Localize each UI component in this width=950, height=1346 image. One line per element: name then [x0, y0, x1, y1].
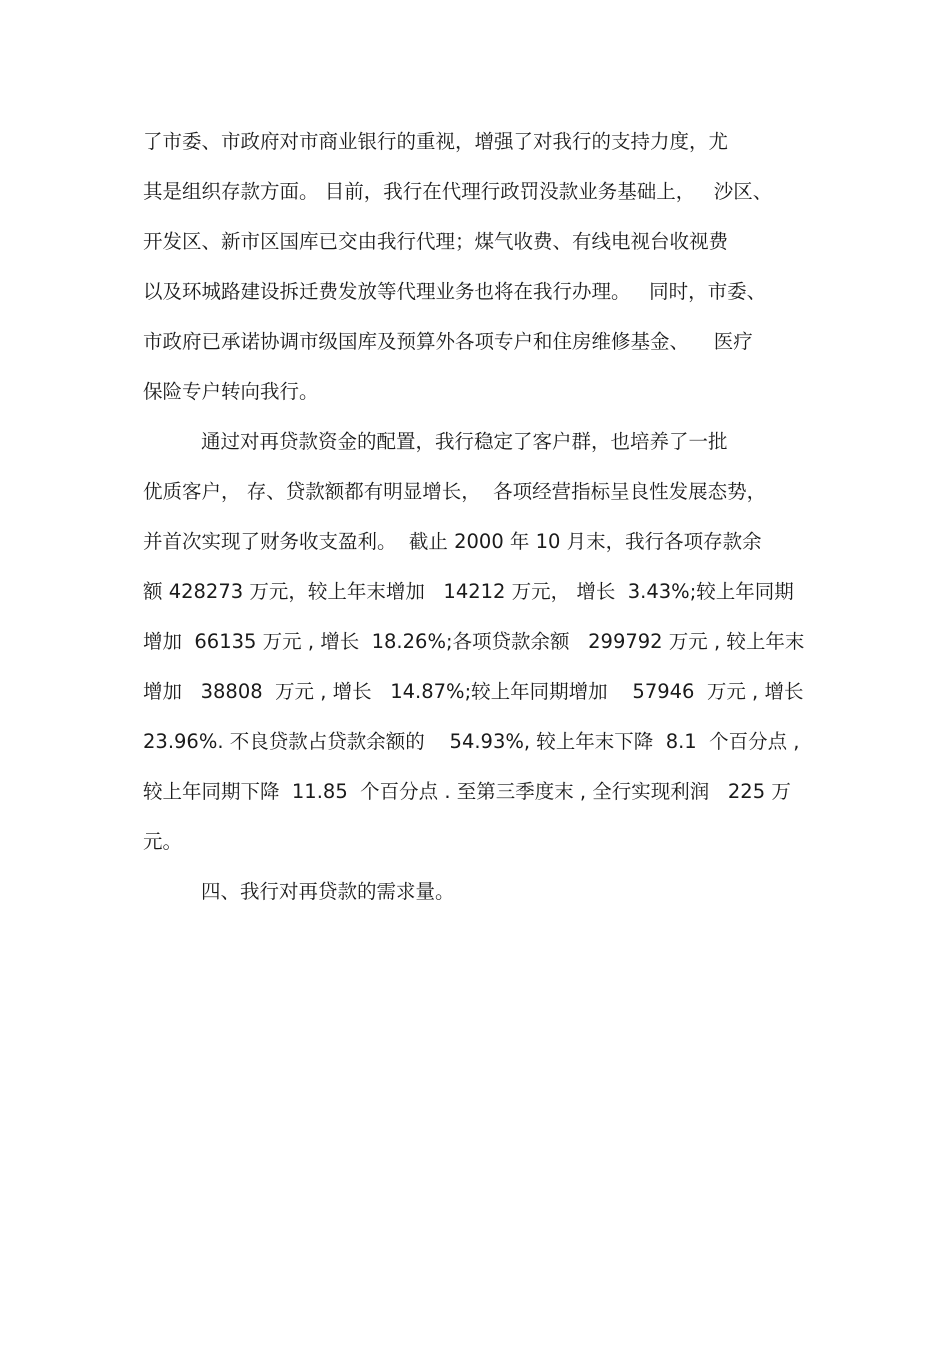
text-line: 优质客户， 存、贷款额都有明显增长， 各项经营指标呈良性发展态势， [143, 480, 767, 503]
text-line: 增加 66135 万元 , 增长 18.26%;各项贷款余额 299792 万元 , 较上年末 [143, 630, 805, 653]
text-line: 以及环城路建设拆迁费发放等代理业务也将在我行办理。 同时，市委、 [143, 280, 767, 303]
text-line: 较上年同期下降 11.85 个百分点 . 至第三季度末 , 全行实现利润 225 万 [143, 780, 791, 803]
text-line: 保险专户转向我行。 [143, 380, 319, 403]
section-heading: 四、我行对再贷款的需求量。 [201, 880, 455, 903]
text-line: 其是组织存款方面。 目前，我行在代理行政罚没款业务基础上， 沙区、 [143, 180, 773, 203]
text-line: 通过对再贷款资金的配置，我行稳定了客户群，也培养了一批 [201, 430, 728, 453]
text-line: 23.96%. 不良贷款占贷款余额的 54.93%, 较上年末下降 8.1 个百分点 , [143, 730, 800, 753]
text-line: 元。 [143, 830, 183, 853]
text-line: 开发区、新市区国库已交由我行代理；煤气收费、有线电视台收视费 [143, 230, 729, 253]
text-line: 额 428273 万元，较上年末增加 14212 万元， 增长 3.43%;较上年同期 [143, 580, 794, 603]
text-line: 增加 38808 万元 , 增长 14.87%;较上年同期增加 57946 万元 , 增长 [143, 680, 804, 703]
text-line: 市政府已承诺协调市级国库及预算外各项专户和住房维修基金、 医疗 [143, 330, 753, 353]
text-line: 了市委、市政府对市商业银行的重视，增强了对我行的支持力度，尤 [143, 130, 729, 153]
text-line: 并首次实现了财务收支盈利。 截止 2000 年 10 月末，我行各项存款余 [143, 530, 762, 553]
